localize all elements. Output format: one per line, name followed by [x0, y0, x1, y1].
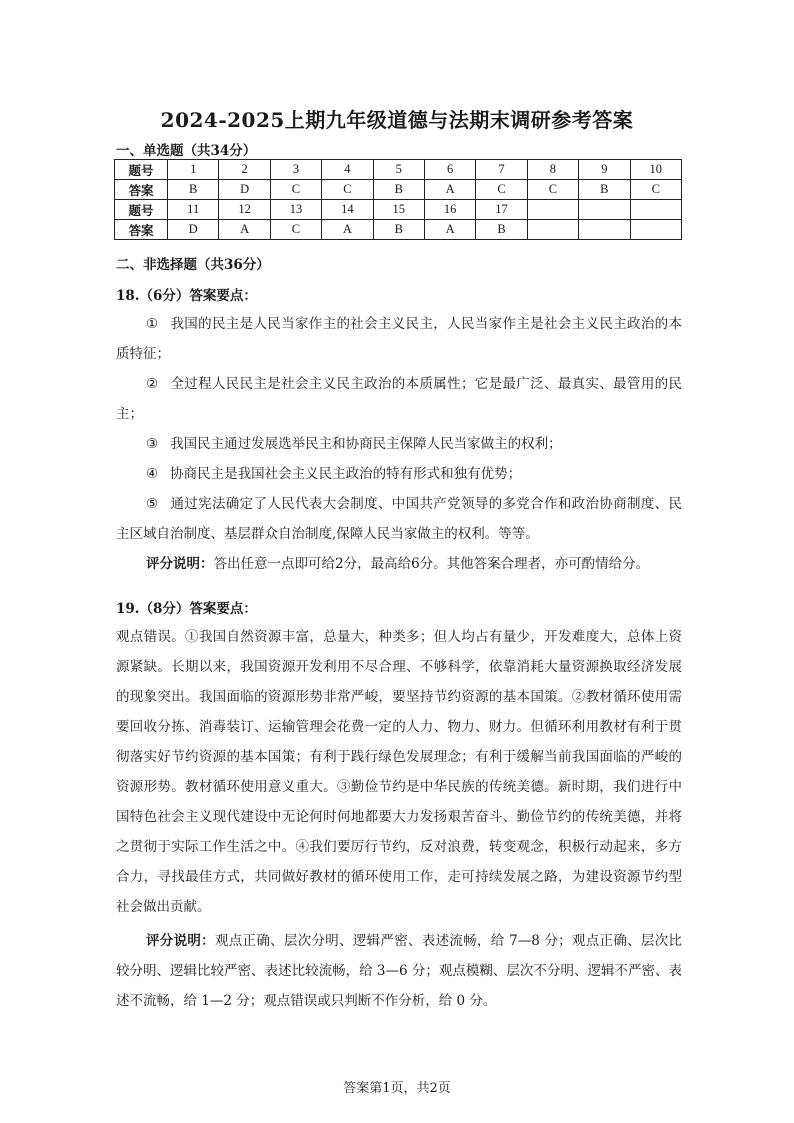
table-cell: 6 [424, 160, 475, 180]
table-cell: C [270, 180, 321, 200]
table-cell: A [322, 220, 373, 240]
table-cell [630, 200, 681, 220]
table-cell: 11 [168, 200, 219, 220]
page-title: 2024-2025上期九年级道德与法期末调研参考答案 [160, 108, 634, 132]
table-cell: D [219, 180, 270, 200]
question-19-answer [116, 622, 682, 1016]
table-cell: B [168, 180, 219, 200]
scoring-note [116, 549, 682, 579]
point-marker: ③ [146, 436, 159, 452]
scoring-note [116, 926, 682, 1016]
table-cell: 7 [476, 160, 527, 180]
table-header-cell: 题号 [115, 200, 168, 220]
table-cell [630, 220, 681, 240]
answer-body: 观点错误。①我国自然资源丰富，总量大，种类多；但人均占有量少，开发难度大，总体上资源紧缺。长期以来，我国资源开发利用不尽合理、不够科学，依靠消耗大量资源换取经济发展的现象突出。我国面临的资源形势非常严峻，要坚持节约资源的基本国策。②教材循环使用需要回收分拣、消毒装订、运输管理会花费一定的人力、物力、财力。但循环利用教材有利于贯彻落实好节约资源的基本国策；有利于践行绿色发展理念；有利于缓解当前我国面临的严峻的资源形势。教材循环使用意义重大。③勤俭节约是中华民族的传统美德。新时期，我们进行中国特色社会主义现代建设中无论何时何地都要大力发扬艰苦奋斗、勤俭节约的传统美德，并将之贯彻于实际工作生活之中。④我们要厉行节约，反对浪费，转变观念，积极行动起来，多方合力，寻找最佳方式，共同做好教材的循环使用工作，走可持续发展之路，为建设资源节约型社会做出贡献。 [116, 629, 682, 915]
table-cell [579, 220, 630, 240]
table-cell: B [373, 180, 424, 200]
table-cell: 5 [373, 160, 424, 180]
table-cell: 17 [476, 200, 527, 220]
page-footer: 答案第1页，共2页 [343, 1081, 451, 1096]
table-cell: 4 [322, 160, 373, 180]
table-cell: C [476, 180, 527, 200]
table-cell: 16 [424, 200, 475, 220]
point-text: 全过程人民民主是社会主义民主政治的本质属性；它是最广泛、最真实、最管用的民主； [116, 376, 682, 422]
scoring-label: 评分说明： [146, 556, 214, 572]
table-cell: 9 [579, 160, 630, 180]
table-row [115, 180, 682, 200]
table-cell: 3 [270, 160, 321, 180]
table-cell: B [579, 180, 630, 200]
table-header-cell: 答案 [115, 220, 168, 240]
point-marker: ② [146, 376, 159, 392]
scoring-text: 答出任意一点即可给2分，最高给6分。其他答案合理者，亦可酌情给分。 [213, 556, 650, 572]
section-heading-non-choice: 二、非选择题（共36分） [116, 257, 270, 273]
table-header-cell: 题号 [115, 160, 168, 180]
point-marker: ④ [146, 466, 159, 482]
point-text: 我国民主通过发展选举民主和协商民主保障人民当家做主的权利； [170, 436, 562, 452]
point-marker: ⑤ [146, 496, 159, 512]
scoring-text: 观点正确、层次分明、逻辑严密、表述流畅，给 7—8 分；观点正确、层次比较分明、逻辑比较严密、表述比较流畅，给 3—6 分；观点模糊、层次不分明、逻辑不严密、表述不流畅，给 1—2 分；观点错误或只判断不作分析，给 0 分。 [116, 933, 682, 1009]
table-cell: A [424, 180, 475, 200]
table-header-cell: 答案 [115, 180, 168, 200]
table-cell: D [168, 220, 219, 240]
answer-point [116, 369, 682, 429]
table-cell: 12 [219, 200, 270, 220]
table-cell [527, 200, 578, 220]
section-heading-single-choice: 一、单选题（共34分） [116, 143, 257, 159]
answer-point [116, 489, 682, 549]
table-cell: C [630, 180, 681, 200]
question-18-heading: 18.（6分）答案要点： [116, 288, 257, 304]
table-cell: 2 [219, 160, 270, 180]
point-text: 我国的民主是人民当家作主的社会主义民主，人民当家作主是社会主义民主政治的本质特征； [116, 316, 682, 362]
table-cell: 13 [270, 200, 321, 220]
table-row [115, 200, 682, 220]
table-cell: C [322, 180, 373, 200]
table-cell: C [270, 220, 321, 240]
table-cell [579, 200, 630, 220]
point-text: 通过宪法确定了人民代表大会制度、中国共产党领导的多党合作和政治协商制度、民主区域自治制度、基层群众自治制度,保障人民当家做主的权利。等等。 [116, 496, 682, 542]
table-cell: A [219, 220, 270, 240]
table-row [115, 220, 682, 240]
table-cell: B [373, 220, 424, 240]
table-cell: 15 [373, 200, 424, 220]
answer-point [116, 429, 682, 459]
question-19-heading: 19.（8分）答案要点： [116, 601, 257, 617]
answer-point [116, 309, 682, 369]
question-18-answer [116, 309, 682, 579]
table-cell: C [527, 180, 578, 200]
scoring-label: 评分说明： [146, 933, 215, 949]
table-cell: 14 [322, 200, 373, 220]
table-cell: 1 [168, 160, 219, 180]
table-cell: B [476, 220, 527, 240]
point-marker: ① [146, 316, 159, 332]
table-cell: 10 [630, 160, 681, 180]
table-row [115, 160, 682, 180]
table-cell [527, 220, 578, 240]
answer-table [114, 159, 682, 240]
table-cell: A [424, 220, 475, 240]
answer-point [116, 459, 682, 489]
table-cell: 8 [527, 160, 578, 180]
point-text: 协商民主是我国社会主义民主政治的特有形式和独有优势； [170, 466, 522, 482]
